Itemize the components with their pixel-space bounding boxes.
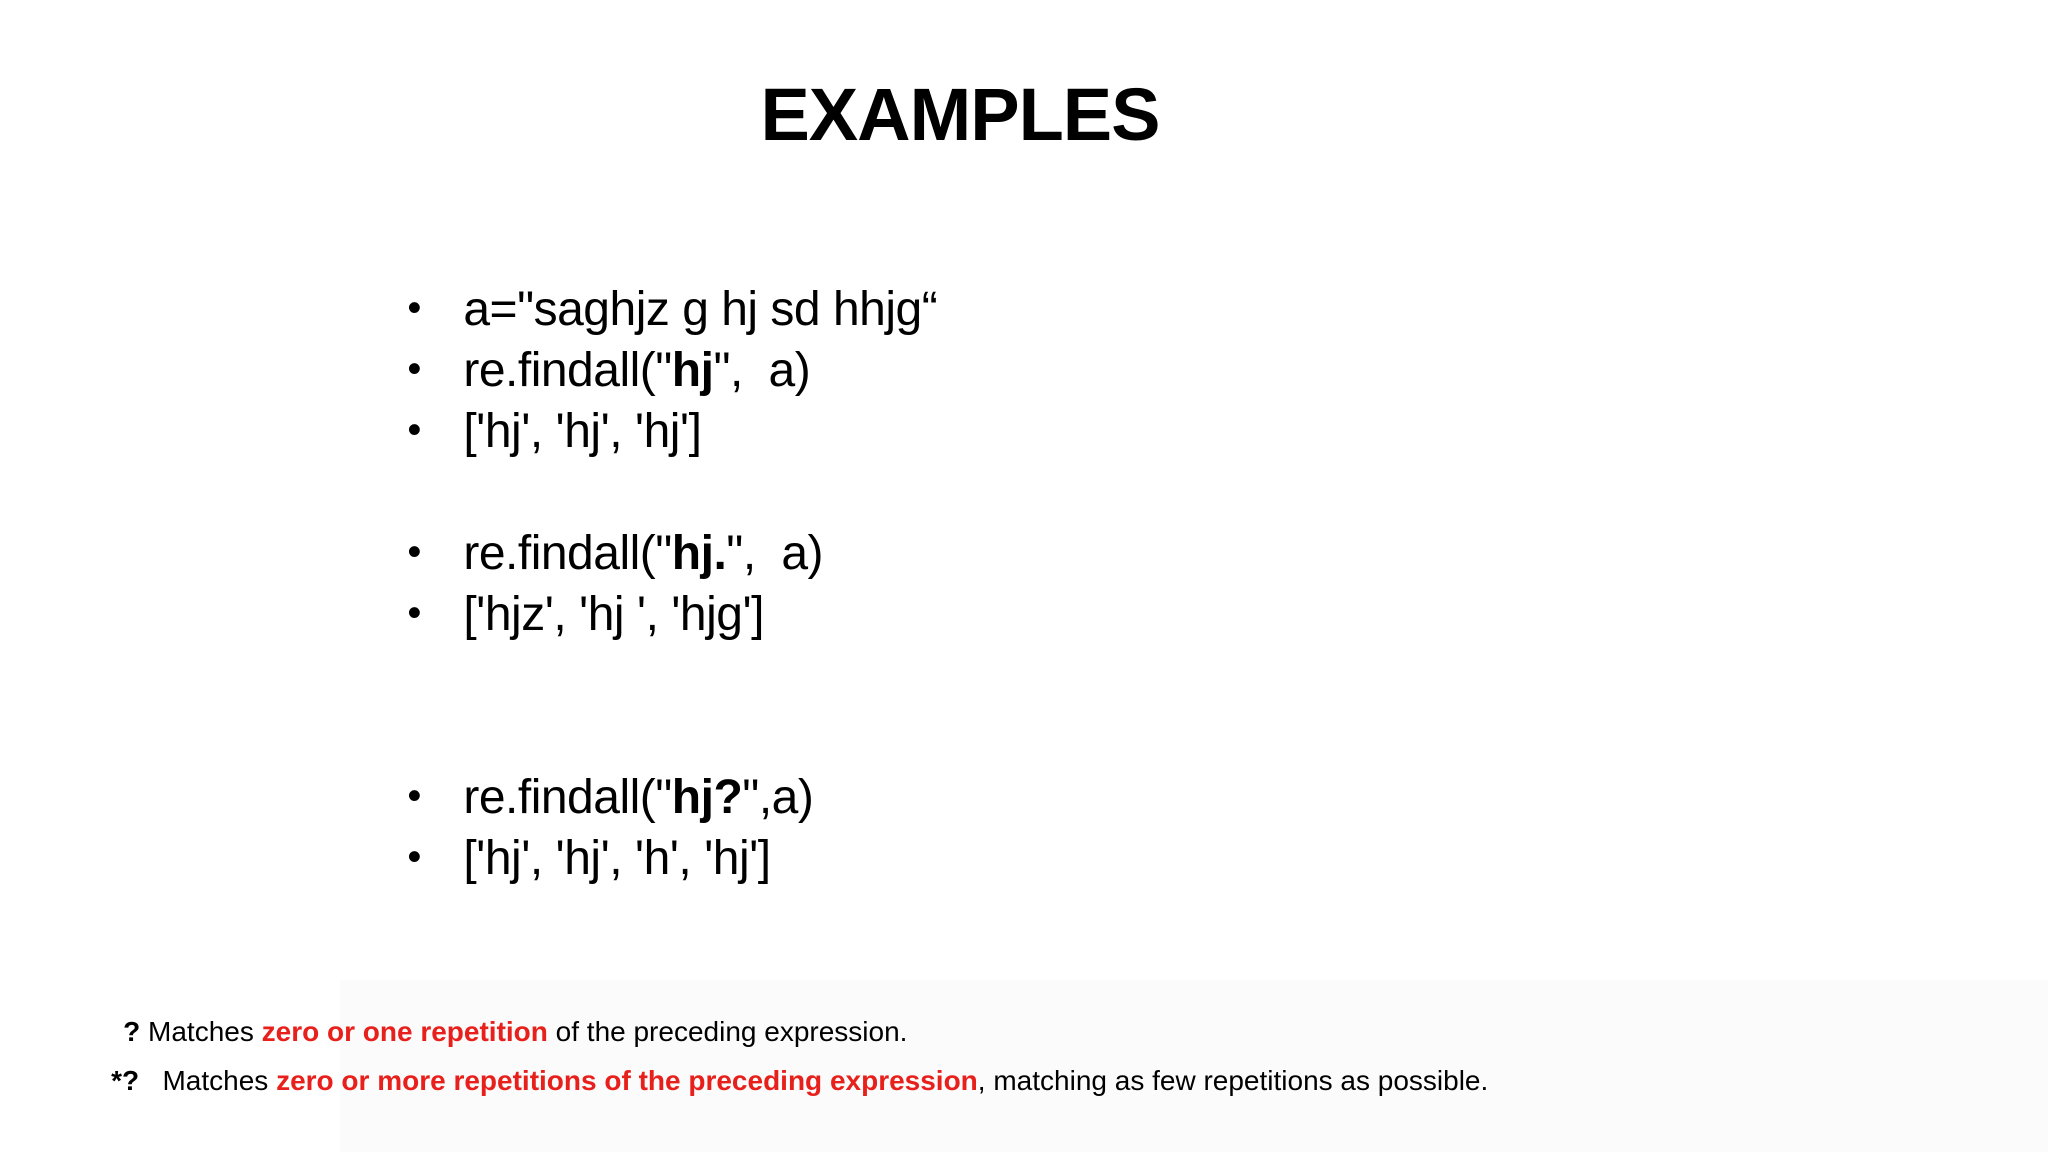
- bullet-text: a="saghjz g hj sd hhjg“: [463, 283, 938, 336]
- note-highlight: zero or one repetition: [261, 1016, 548, 1047]
- bullet-text: ", a): [713, 344, 811, 397]
- bullet-text: ", a): [726, 527, 824, 580]
- bullet-item: [356, 787, 771, 931]
- bullet-dot: •: [407, 530, 421, 574]
- note-symbol: ?: [123, 1016, 141, 1047]
- note-symbol: *?: [111, 1065, 140, 1096]
- bullet-text: ['hjz', 'hj ', 'hjg']: [463, 588, 764, 641]
- bullet-text: re.findall(": [463, 527, 672, 580]
- bullet-text: re.findall(": [463, 771, 672, 824]
- bullet-bold-pattern: hj?: [671, 771, 743, 824]
- bullet-dot: •: [407, 835, 421, 879]
- bullet-dot: •: [407, 774, 421, 818]
- note-text: Matches: [148, 1016, 262, 1047]
- note-text: Matches: [162, 1065, 277, 1096]
- note-star-question: [80, 1039, 1488, 1123]
- bullet-bold-pattern: hj: [671, 344, 714, 397]
- bullet-text: ",a): [742, 771, 814, 824]
- bullet-item: [356, 543, 764, 687]
- bullet-bold-pattern: hj.: [671, 527, 727, 580]
- note-text: , matching as few repetitions as possible.: [977, 1065, 1489, 1096]
- bullet-dot: •: [407, 347, 421, 391]
- note-text: of the preceding expression.: [547, 1016, 908, 1047]
- bullet-dot: •: [407, 408, 421, 452]
- bullet-text: ['hj', 'hj', 'h', 'hj']: [463, 832, 771, 885]
- bullet-text: re.findall(": [463, 344, 672, 397]
- bullet-dot: •: [407, 286, 421, 330]
- note-highlight: zero or more repetitions of the preceding expression: [276, 1065, 978, 1096]
- bullet-dot: •: [407, 591, 421, 635]
- bullet-text: ['hj', 'hj', 'hj']: [463, 405, 702, 458]
- slide-title: EXAMPLES: [760, 73, 1160, 156]
